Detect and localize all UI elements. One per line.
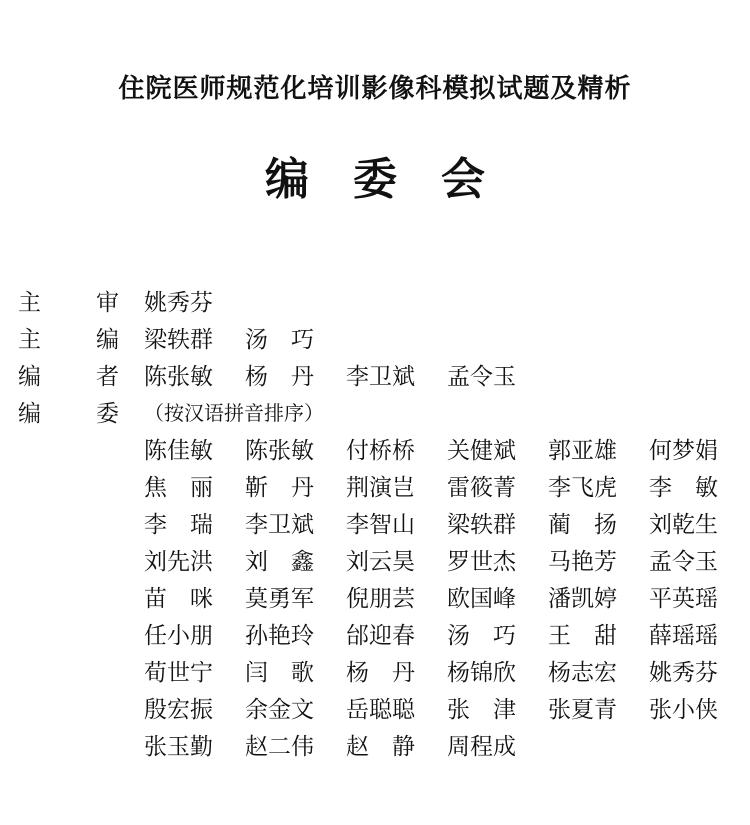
person-name: 李 瑞 bbox=[144, 512, 213, 538]
editorial-roster bbox=[18, 282, 750, 763]
person-name: 梁轶群 bbox=[447, 512, 516, 538]
person-name: 杨 丹 bbox=[245, 364, 314, 390]
person-name: 赵二伟 bbox=[245, 734, 314, 760]
person-name: 何梦娟 bbox=[649, 438, 718, 464]
committee-names-row bbox=[144, 578, 750, 615]
person-name: 靳 丹 bbox=[245, 475, 314, 501]
person-name: 邰迎春 bbox=[346, 623, 415, 649]
person-name: 潘凯婷 bbox=[548, 586, 617, 612]
person-name: 李飞虎 bbox=[548, 475, 617, 501]
person-name: 汤 巧 bbox=[245, 327, 314, 353]
committee-list bbox=[144, 430, 750, 763]
person-name: 杨志宏 bbox=[548, 660, 617, 686]
names bbox=[144, 284, 245, 317]
person-name: 李智山 bbox=[346, 512, 415, 538]
person-name: 周程成 bbox=[447, 734, 516, 760]
heading-char: 会 bbox=[441, 154, 485, 205]
person-name: 刘云昊 bbox=[346, 549, 415, 575]
person-name: 孟令玉 bbox=[447, 364, 516, 390]
person-name: 陈佳敏 bbox=[144, 438, 213, 464]
person-name: 张 津 bbox=[447, 697, 516, 723]
person-name: 任小朋 bbox=[144, 623, 213, 649]
names bbox=[144, 321, 346, 354]
section-heading bbox=[0, 143, 750, 207]
person-name: 岳聪聪 bbox=[346, 697, 415, 723]
sort-note: （按汉语拼音排序） bbox=[144, 401, 324, 425]
person-name: 蔺 扬 bbox=[548, 512, 617, 538]
person-name: 汤 巧 bbox=[447, 623, 516, 649]
person-name: 李 敏 bbox=[649, 475, 718, 501]
person-name: 郭亚雄 bbox=[548, 438, 617, 464]
person-name: 杨锦欣 bbox=[447, 660, 516, 686]
role-label: 编 者 bbox=[18, 364, 119, 390]
committee-names-row bbox=[144, 689, 750, 726]
person-name: 李卫斌 bbox=[346, 364, 415, 390]
person-name: 荀世宁 bbox=[144, 660, 213, 686]
editors-row bbox=[18, 356, 750, 393]
book-title: 住院医师规范化培训影像科模拟试题及精析 bbox=[118, 74, 632, 104]
heading-char: 编 bbox=[265, 154, 309, 205]
person-name: 莫勇军 bbox=[245, 586, 314, 612]
person-name: 闫 歌 bbox=[245, 660, 314, 686]
person-name: 张夏青 bbox=[548, 697, 617, 723]
committee-names-row bbox=[144, 652, 750, 689]
person-name: 倪朋芸 bbox=[346, 586, 415, 612]
person-name: 焦 丽 bbox=[144, 475, 213, 501]
person-name: 欧国峰 bbox=[447, 586, 516, 612]
person-name: 雷筱菁 bbox=[447, 475, 516, 501]
heading-char: 委 bbox=[353, 154, 397, 205]
person-name: 赵 静 bbox=[346, 734, 415, 760]
role-label: 主 编 bbox=[18, 327, 119, 353]
committee-names-row bbox=[144, 726, 750, 763]
person-name: 孙艳玲 bbox=[245, 623, 314, 649]
person-name: 李卫斌 bbox=[245, 512, 314, 538]
person-name: 刘 鑫 bbox=[245, 549, 314, 575]
person-name: 张玉勤 bbox=[144, 734, 213, 760]
person-name: 杨 丹 bbox=[346, 660, 415, 686]
person-name: 姚秀芬 bbox=[649, 660, 718, 686]
committee-row bbox=[18, 393, 750, 430]
person-name: 付桥桥 bbox=[346, 438, 415, 464]
committee-names-row bbox=[144, 430, 750, 467]
person-name: 陈张敏 bbox=[144, 364, 213, 390]
person-name: 荆演岂 bbox=[346, 475, 415, 501]
committee-names-row bbox=[144, 504, 750, 541]
person-name: 薛瑶瑶 bbox=[649, 623, 718, 649]
person-name: 马艳芳 bbox=[548, 549, 617, 575]
person-name: 苗 咪 bbox=[144, 586, 213, 612]
person-name: 殷宏振 bbox=[144, 697, 213, 723]
person-name: 罗世杰 bbox=[447, 549, 516, 575]
role-label: 编 委 bbox=[18, 401, 119, 427]
person-name: 姚秀芬 bbox=[144, 290, 213, 316]
person-name: 刘先洪 bbox=[144, 549, 213, 575]
person-name: 刘乾生 bbox=[649, 512, 718, 538]
role-label: 主 审 bbox=[18, 290, 119, 316]
committee-names-row bbox=[144, 615, 750, 652]
person-name: 张小侠 bbox=[649, 697, 718, 723]
committee-names-row bbox=[144, 541, 750, 578]
chief-reviewer-row bbox=[18, 282, 750, 319]
person-name: 孟令玉 bbox=[649, 549, 718, 575]
person-name: 关健斌 bbox=[447, 438, 516, 464]
person-name: 陈张敏 bbox=[245, 438, 314, 464]
names bbox=[144, 358, 548, 391]
person-name: 梁轶群 bbox=[144, 327, 213, 353]
person-name: 平英瑶 bbox=[649, 586, 718, 612]
chief-editor-row bbox=[18, 319, 750, 356]
person-name: 王 甜 bbox=[548, 623, 617, 649]
committee-names-row bbox=[144, 467, 750, 504]
person-name: 余金文 bbox=[245, 697, 314, 723]
